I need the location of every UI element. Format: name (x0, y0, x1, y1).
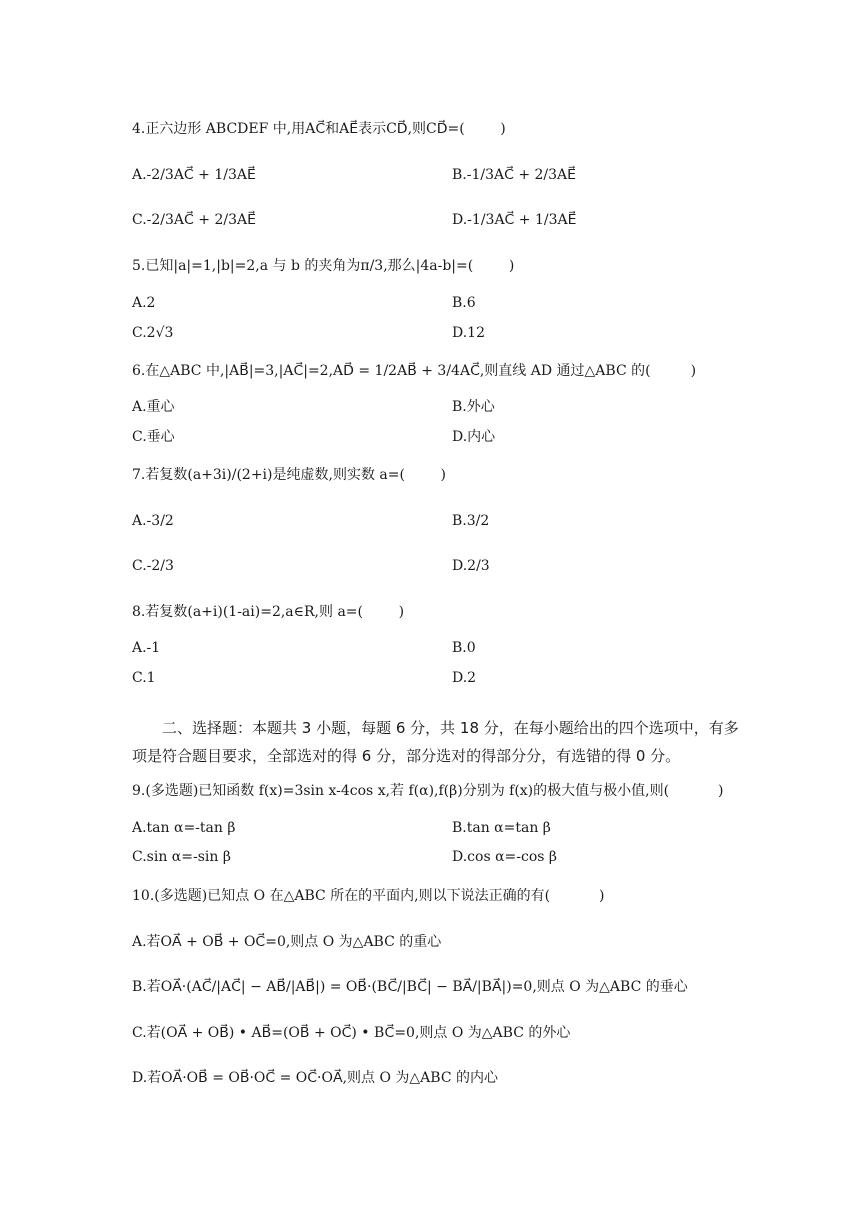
question-6-option-a: A.重心 (132, 399, 175, 415)
question-5-option-a: A.2 (132, 295, 156, 311)
question-10-stem: 10.(多选题)已知点 O 在△ABC 所在的平面内,则以下说法正确的有( ) (132, 888, 605, 904)
section-2-heading: 二、选择题：本题共 3 小题，每题 6 分，共 18 分，在每小题给出的四个选项中，有多 (162, 719, 739, 737)
question-8-option-c: C.1 (132, 670, 156, 686)
question-8-stem: 8.若复数(a+i)(1-ai)=2,a∈R,则 a=( ) (132, 604, 405, 620)
question-7-option-d: D.2/3 (452, 558, 490, 574)
question-5-option-b: B.6 (452, 295, 476, 311)
question-7-option-c: C.-2/3 (132, 558, 174, 574)
question-8-option-b: B.0 (452, 640, 476, 656)
question-4-option-c: C.-2/3AC⃗ + 2/3AE⃗ (132, 212, 256, 228)
question-9-option-c: C.sin α=-sin β (132, 849, 231, 865)
question-6-option-d: D.内心 (452, 429, 496, 445)
question-10-option-b: B.若OA⃗·(AC⃗/|AC⃗| − AB⃗/|AB⃗|) = OB⃗·(BC⃗/|BC⃗| − BA⃗/|BA⃗|)=0,则点 O 为△ABC 的垂心 (132, 979, 688, 995)
question-5-option-d: D.12 (452, 325, 485, 341)
question-8-option-d: D.2 (452, 670, 477, 686)
question-6-option-c: C.垂心 (132, 429, 175, 445)
question-10-option-d: D.若OA⃗·OB⃗ = OB⃗·OC⃗ = OC⃗·OA⃗,则点 O 为△ABC 的内心 (132, 1070, 498, 1086)
question-8-option-a: A.-1 (132, 640, 161, 656)
question-9-option-b: B.tan α=tan β (452, 820, 551, 836)
question-9-stem: 9.(多选题)已知函数 f(x)=3sin x-4cos x,若 f(α),f(β)分别为 f(x)的极大值与极小值,则( ) (132, 783, 724, 799)
question-6-option-b: B.外心 (452, 399, 495, 415)
question-9-option-a: A.tan α=-tan β (132, 820, 236, 836)
question-5-option-c: C.2√3 (132, 325, 174, 341)
question-9-option-d: D.cos α=-cos β (452, 849, 557, 865)
question-5-stem: 5.已知|a|=1,|b|=2,a 与 b 的夹角为π/3,那么|4a-b|=( ) (132, 258, 515, 274)
question-4-option-d: D.-1/3AC⃗ + 1/3AE⃗ (452, 212, 577, 228)
section-2-instructions: 项是符合题目要求，全部选对的得 6 分，部分选对的得部分分，有选错的得 0 分。 (132, 747, 681, 765)
question-10-option-c: C.若(OA⃗ + OB⃗) • AB⃗=(OB⃗ + OC⃗) • BC⃗=0,则点 O 为△ABC 的外心 (132, 1025, 571, 1041)
question-7-stem: 7.若复数(a+3i)/(2+i)是纯虚数,则实数 a=( ) (132, 467, 447, 483)
question-6-stem: 6.在△ABC 中,|AB⃗|=3,|AC⃗|=2,AD⃗ = 1/2AB⃗ + 3/4AC⃗,则直线 AD 通过△ABC 的( ) (132, 363, 697, 379)
question-7-option-a: A.-3/2 (132, 513, 174, 529)
question-4-option-b: B.-1/3AC⃗ + 2/3AE⃗ (452, 167, 577, 183)
question-4-stem: 4.正六边形 ABCDEF 中,用AC⃗和AE⃗表示CD⃗,则CD⃗=( ) (132, 121, 506, 137)
question-10-option-a: A.若OA⃗ + OB⃗ + OC⃗=0,则点 O 为△ABC 的重心 (132, 934, 442, 950)
question-4-option-a: A.-2/3AC⃗ + 1/3AE⃗ (132, 167, 256, 183)
question-7-option-b: B.3/2 (452, 513, 490, 529)
